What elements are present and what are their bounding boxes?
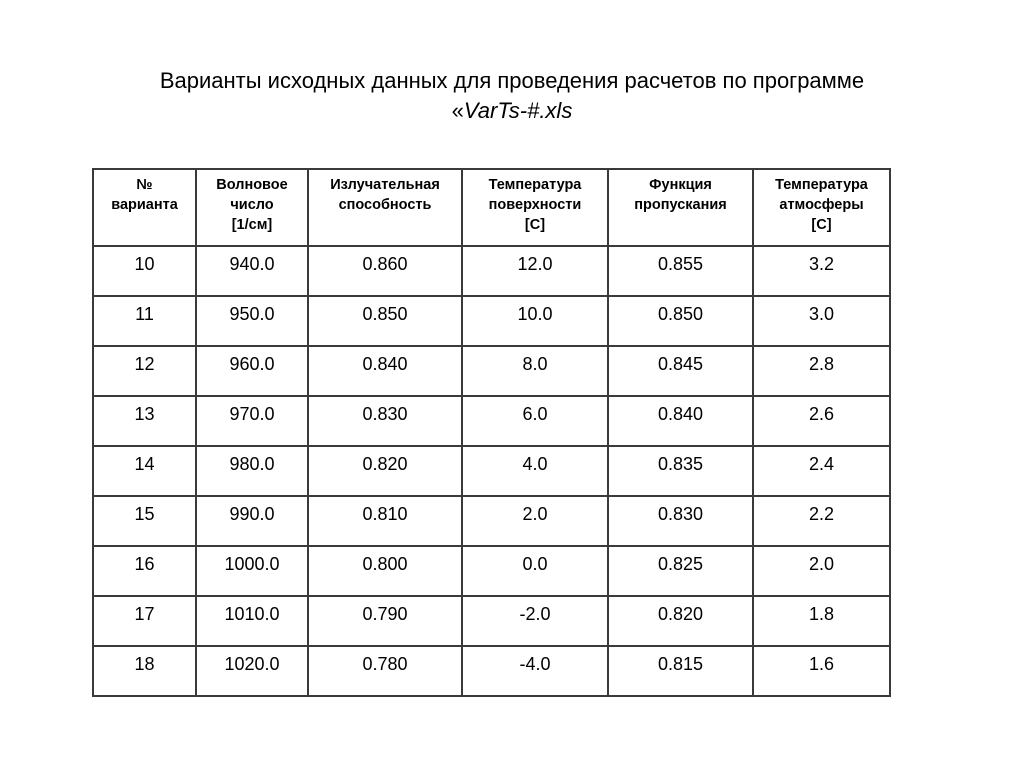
cell-atmosphere-temperature: 3.2 (753, 246, 890, 296)
header-wavenumber (196, 169, 308, 246)
header-text: Температура (488, 177, 582, 193)
cell-emissivity: 0.780 (308, 646, 462, 696)
cell-wavenumber: 1020.0 (196, 646, 308, 696)
header-emissivity (308, 169, 462, 246)
header-text: [C] (524, 217, 546, 233)
cell-atmosphere-temperature: 1.6 (753, 646, 890, 696)
table-row (93, 546, 890, 596)
table-row (93, 296, 890, 346)
cell-transmission-function: 0.855 (608, 246, 753, 296)
header-text: Излучательная (330, 177, 440, 193)
cell-transmission-function: 0.850 (608, 296, 753, 346)
title-file-name: VarTs-#.xls (463, 98, 573, 123)
cell-variant-number: 12 (93, 346, 196, 396)
cell-variant-number: 17 (93, 596, 196, 646)
title-quote: « (451, 98, 464, 123)
cell-atmosphere-temperature: 2.0 (753, 546, 890, 596)
cell-variant-number: 16 (93, 546, 196, 596)
cell-surface-temperature: 6.0 (462, 396, 608, 446)
cell-emissivity: 0.860 (308, 246, 462, 296)
cell-atmosphere-temperature: 3.0 (753, 296, 890, 346)
header-text: Температура (775, 177, 868, 193)
header-text: пропускания (634, 197, 727, 213)
cell-wavenumber: 950.0 (196, 296, 308, 346)
cell-transmission-function: 0.845 (608, 346, 753, 396)
title-line-1: Варианты исходных данных для проведения расчетов по программе (159, 68, 865, 93)
cell-wavenumber: 940.0 (196, 246, 308, 296)
header-text: Функция (649, 177, 712, 193)
cell-emissivity: 0.830 (308, 396, 462, 446)
cell-surface-temperature: 2.0 (462, 496, 608, 546)
cell-wavenumber: 980.0 (196, 446, 308, 496)
cell-transmission-function: 0.815 (608, 646, 753, 696)
header-row (93, 169, 890, 246)
cell-variant-number: 13 (93, 396, 196, 446)
header-text: атмосферы (779, 197, 864, 213)
cell-atmosphere-temperature: 2.2 (753, 496, 890, 546)
cell-surface-temperature: -2.0 (462, 596, 608, 646)
cell-variant-number: 14 (93, 446, 196, 496)
title-line-2 (60, 96, 964, 126)
header-variant-number (93, 169, 196, 246)
cell-surface-temperature: -4.0 (462, 646, 608, 696)
header-text: варианта (111, 197, 178, 213)
cell-emissivity: 0.850 (308, 296, 462, 346)
cell-surface-temperature: 12.0 (462, 246, 608, 296)
table-row (93, 596, 890, 646)
cell-atmosphere-temperature: 1.8 (753, 596, 890, 646)
cell-wavenumber: 960.0 (196, 346, 308, 396)
table-row (93, 396, 890, 446)
cell-variant-number: 11 (93, 296, 196, 346)
header-text: [C] (811, 217, 832, 233)
cell-wavenumber: 1000.0 (196, 546, 308, 596)
header-transmission-function (608, 169, 753, 246)
cell-emissivity: 0.810 (308, 496, 462, 546)
cell-atmosphere-temperature: 2.8 (753, 346, 890, 396)
table-row (93, 346, 890, 396)
header-text: число (230, 197, 274, 213)
cell-transmission-function: 0.840 (608, 396, 753, 446)
header-atmosphere-temperature (753, 169, 890, 246)
variants-table (92, 168, 891, 697)
cell-transmission-function: 0.835 (608, 446, 753, 496)
header-text: поверхности (488, 197, 582, 213)
cell-transmission-function: 0.825 (608, 546, 753, 596)
header-text: № (136, 177, 153, 193)
cell-variant-number: 10 (93, 246, 196, 296)
cell-emissivity: 0.790 (308, 596, 462, 646)
cell-transmission-function: 0.830 (608, 496, 753, 546)
cell-emissivity: 0.800 (308, 546, 462, 596)
table-row (93, 446, 890, 496)
header-text: способность (338, 197, 432, 213)
cell-surface-temperature: 4.0 (462, 446, 608, 496)
cell-wavenumber: 1010.0 (196, 596, 308, 646)
cell-wavenumber: 990.0 (196, 496, 308, 546)
page-title (60, 66, 964, 126)
cell-surface-temperature: 8.0 (462, 346, 608, 396)
header-text: [1/см] (231, 217, 273, 233)
cell-atmosphere-temperature: 2.6 (753, 396, 890, 446)
cell-variant-number: 15 (93, 496, 196, 546)
cell-wavenumber: 970.0 (196, 396, 308, 446)
cell-surface-temperature: 10.0 (462, 296, 608, 346)
header-text: Волновое (216, 177, 288, 193)
cell-variant-number: 18 (93, 646, 196, 696)
table-row (93, 496, 890, 546)
cell-transmission-function: 0.820 (608, 596, 753, 646)
cell-atmosphere-temperature: 2.4 (753, 446, 890, 496)
table-row (93, 246, 890, 296)
cell-emissivity: 0.840 (308, 346, 462, 396)
cell-emissivity: 0.820 (308, 446, 462, 496)
cell-surface-temperature: 0.0 (462, 546, 608, 596)
header-surface-temperature (462, 169, 608, 246)
table-row (93, 646, 890, 696)
